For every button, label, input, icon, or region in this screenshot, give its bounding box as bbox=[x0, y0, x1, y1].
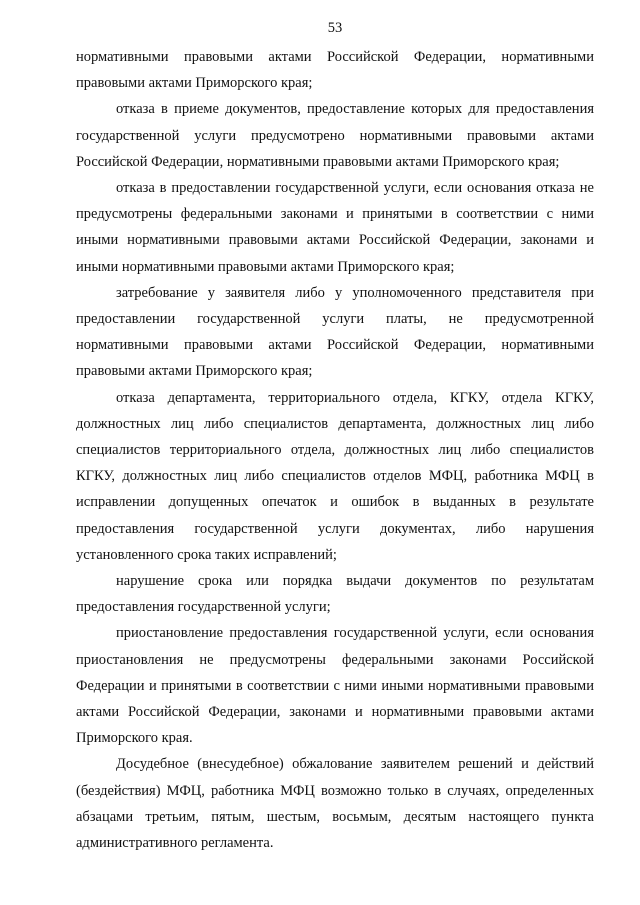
paragraph-3: отказа в предоставлении государственной услуги, если основания отказа не предусмотрены федеральными законами и принятыми в соответствии с ними иными нормативными правовыми актами Российской Федерации, законами и иными нормативными правовыми актами Приморского края; bbox=[76, 180, 594, 275]
paragraph-4: затребование у заявителя либо у уполномоченного представителя при предоставлении государственной услуги платы, не предусмотренной нормативными правовыми актами Российской Федерации, нормативными правовыми актами Приморского края; bbox=[76, 284, 594, 380]
paragraph-1: нормативными правовыми актами Российской Федерации, нормативными правовыми актами Приморского края; bbox=[76, 49, 594, 92]
paragraph-2: отказа в приеме документов, предоставление которых для предоставления государственной услуги предусмотрено нормативными правовыми актами Российской Федерации, нормативными правовыми актами Приморского края; bbox=[76, 101, 594, 170]
paragraph-7: приостановление предоставления государственной услуги, если основания приостановления не предусмотрены федеральными законами Российской Федерации и принятыми в соответствии с ними иными нормативными правовыми актами Российской Федерации, законами и нормативными правовыми актами Приморского края. bbox=[76, 625, 594, 747]
paragraph-6: нарушение срока или порядка выдачи документов по результатам предоставления государственной услуги; bbox=[76, 573, 594, 616]
paragraph-8: Досудебное (внесудебное) обжалование заявителем решений и действий (бездействия) МФЦ, работника МФЦ возможно только в случаях, определенных абзацами третьим, пятым, шестым, восьмым, десятым настоящего пункта административного регламента. bbox=[76, 756, 594, 852]
paragraph-5: отказа департамента, территориального отдела, КГКУ, отдела КГКУ, должностных лиц либо специалистов департамента, должностных лиц либо специалистов территориального отдела, должностных лиц либо специалистов КГКУ, должностных лиц либо специалистов отделов МФЦ, работника МФЦ в исправлении допущенных опечаток и ошибок в выданных в результате предоставления государственной услуги документах, либо нарушения установленного срока таких исправлений; bbox=[76, 389, 594, 563]
page-number: 53 bbox=[327, 20, 343, 36]
